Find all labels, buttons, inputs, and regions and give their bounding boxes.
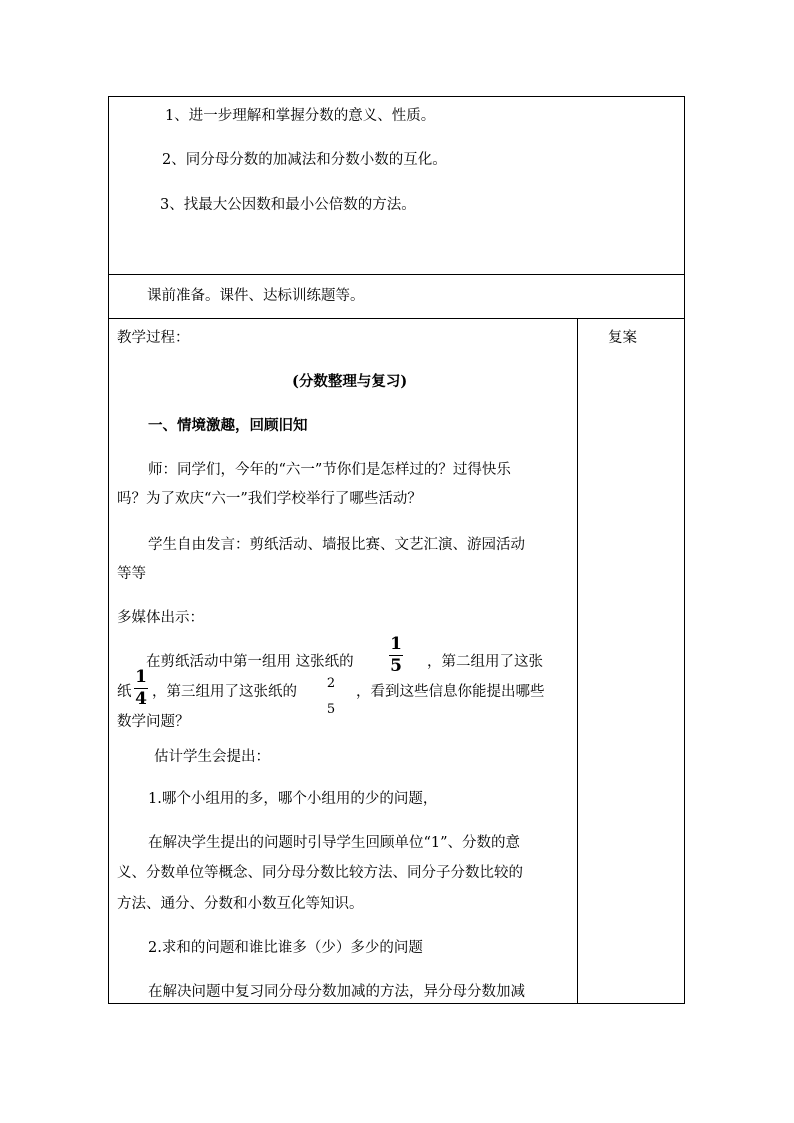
preparation-text: 课前准备。课件、达标训练题等。 bbox=[147, 288, 365, 304]
process-label: 教学过程： bbox=[117, 330, 190, 346]
fraction-one-fourth: 1 4 bbox=[135, 667, 147, 709]
problem-line2-b: ，第三组用了这张纸的 bbox=[152, 684, 297, 700]
side-note-label: 复案 bbox=[608, 330, 637, 346]
q1-para-line-2: 义、分数单位等概念、同分母分数比较方法、同分子分数比较的 bbox=[117, 865, 523, 881]
problem-line1-b: ，第二组用了这张 bbox=[427, 654, 543, 670]
problem-line2-a: 纸 bbox=[117, 684, 132, 700]
multimedia-label: 多媒体出示： bbox=[117, 610, 204, 626]
side-note-cell bbox=[577, 318, 685, 1004]
teacher-line-1: 师：同学们，今年的“六一”节你们是怎样过的？过得快乐 bbox=[148, 462, 511, 478]
problem-line3: 数学问题？ bbox=[117, 714, 190, 730]
q1-para-line-3: 方法、通分、分数和小数互化等知识。 bbox=[117, 896, 364, 912]
problem-line2-c: ，看到这些信息你能提出哪些 bbox=[356, 684, 545, 700]
fraction-one-fifth: 1 5 bbox=[390, 634, 402, 676]
section-heading: 一、情境激趣，回顾旧知 bbox=[148, 417, 308, 434]
students-line-2: 等等 bbox=[117, 566, 146, 582]
objective-3: 3、找最大公因数和最小公倍数的方法。 bbox=[160, 197, 416, 213]
lesson-title: (分数整理与复习) bbox=[292, 373, 408, 390]
question-1: 1.哪个小组用的多，哪个小组用的少的问题， bbox=[148, 791, 438, 807]
estimate-text: 估计学生会提出： bbox=[154, 749, 270, 765]
objective-1: 1、进一步理解和掌握分数的意义、性质。 bbox=[165, 108, 436, 124]
problem-line1-a: 在剪纸活动中第一组用 这张纸的 bbox=[146, 654, 354, 670]
question-2: 2.求和的问题和谁比谁多（少）多少的问题 bbox=[148, 940, 423, 956]
q2-para-line-1: 在解决问题中复习同分母分数加减的方法，异分母分数加减 bbox=[148, 984, 525, 1000]
q1-para-line-1: 在解决学生提出的问题时引导学生回顾单位“1”、分数的意 bbox=[148, 835, 521, 851]
students-line-1: 学生自由发言：剪纸活动、墙报比赛、文艺汇演、游园活动 bbox=[148, 537, 525, 553]
teacher-line-2: 吗？为了欢庆“六一”我们学校举行了哪些活动？ bbox=[117, 491, 422, 507]
fraction-two-fifths: 2 5 bbox=[326, 676, 336, 717]
objective-2: 2、同分母分数的加减法和分数小数的互化。 bbox=[162, 152, 447, 168]
